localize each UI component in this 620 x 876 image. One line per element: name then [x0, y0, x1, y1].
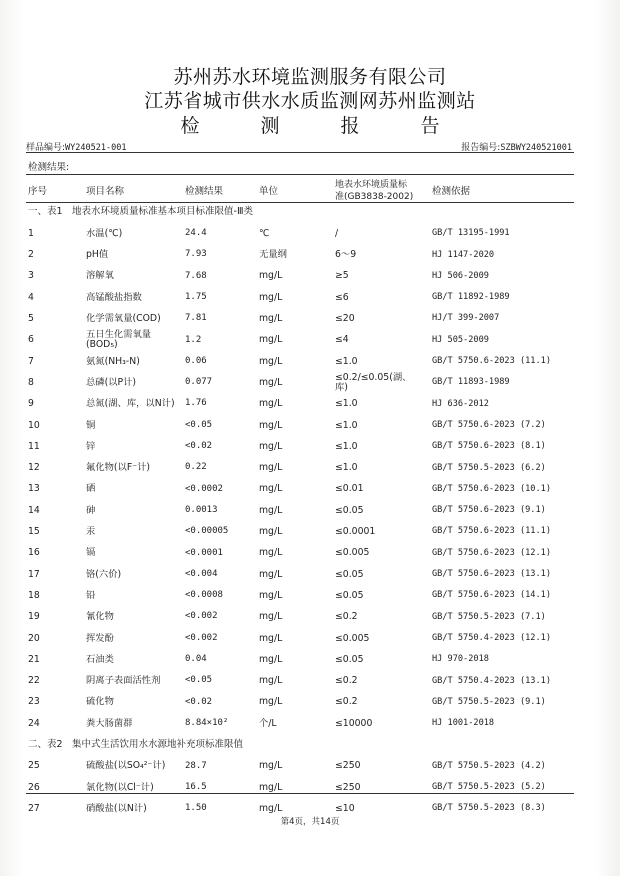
- row-limit: ≤4: [335, 334, 349, 346]
- table-row: [0, 607, 620, 628]
- row-result: <0.02: [185, 696, 213, 707]
- row-unit: mg/L: [259, 419, 283, 431]
- report-number-value: SZBWY240521001: [500, 143, 572, 153]
- row-limit: ≤0.2: [335, 611, 358, 623]
- row-seq: 18: [28, 589, 40, 601]
- row-limit: ≤0.005: [335, 632, 370, 644]
- row-seq: 27: [28, 802, 40, 814]
- row-seq: 14: [28, 504, 40, 516]
- row-limit: ≤10: [335, 802, 355, 814]
- row-limit: ≤0.2: [335, 675, 358, 687]
- station-name: 江苏省城市供水水质监测网苏州监测站: [144, 90, 476, 112]
- row-item: 水温(℃): [86, 227, 123, 239]
- row-unit: mg/L: [259, 313, 283, 325]
- row-item: 高锰酸盐指数: [86, 291, 142, 303]
- row-basis: GB/T 5750.5-2023 (7.1): [432, 611, 546, 622]
- sample-number-value: WY240521-001: [65, 143, 127, 153]
- row-limit: /: [335, 227, 339, 239]
- page-footer: 第4页，共14页: [280, 817, 340, 827]
- row-item: 挥发酚: [86, 632, 114, 644]
- row-unit: mg/L: [259, 291, 283, 303]
- row-basis: GB/T 5750.5-2023 (9.1): [432, 696, 546, 707]
- row-unit: mg/L: [259, 802, 283, 814]
- divider: [26, 793, 574, 794]
- row-seq: 8: [28, 376, 34, 388]
- row-unit: mg/L: [259, 526, 283, 538]
- row-seq: 26: [28, 781, 40, 793]
- row-basis: GB/T 5750.6-2023 (10.1): [432, 483, 551, 494]
- row-seq: 3: [28, 270, 34, 282]
- table-row: [0, 500, 620, 521]
- row-limit: ≤1.0: [335, 440, 358, 452]
- table-row: [0, 649, 620, 670]
- table-row: [0, 223, 620, 244]
- table-row: [0, 585, 620, 606]
- row-unit: mg/L: [259, 696, 283, 708]
- table-row: [0, 309, 620, 330]
- row-limit: ≤0.05: [335, 653, 364, 665]
- report-title-char: 测: [260, 115, 280, 137]
- row-result: <0.00005: [185, 526, 229, 537]
- row-basis: HJ 506-2009: [432, 270, 489, 281]
- row-limit: ≥5: [335, 270, 349, 282]
- row-basis: GB/T 5750.5-2023 (8.3): [432, 803, 546, 814]
- report-title-char: 报: [340, 115, 360, 137]
- row-limit: ≤1.0: [335, 462, 358, 474]
- row-seq: 9: [28, 398, 34, 410]
- table-row: [0, 351, 620, 372]
- section-title: 一、表1 地表水环境质量标准基本项目标准限值-Ⅲ类: [28, 206, 254, 218]
- row-unit: mg/L: [259, 632, 283, 644]
- row-basis: GB/T 5750.4-2023 (13.1): [432, 675, 551, 686]
- section-title-row: [0, 202, 620, 223]
- row-unit: mg/L: [259, 568, 283, 580]
- row-item: 阴离子表面活性剂: [86, 675, 161, 687]
- row-basis: GB/T 5750.6-2023 (7.2): [432, 419, 546, 430]
- row-basis: GB/T 5750.6-2023 (13.1): [432, 569, 551, 580]
- row-seq: 1: [28, 227, 34, 239]
- row-item: 砷: [86, 504, 96, 516]
- row-limit: ≤1.0: [335, 355, 358, 367]
- row-result: 7.81: [185, 313, 207, 324]
- row-limit: ≤6: [335, 291, 349, 303]
- report-number-label: 报告编号:: [461, 143, 501, 153]
- row-item: 铬(六价): [86, 568, 122, 580]
- row-seq: 10: [28, 419, 40, 431]
- row-result: <0.05: [185, 419, 213, 430]
- row-item: 硫化物: [86, 696, 114, 708]
- row-limit: ≤0.005: [335, 547, 370, 559]
- row-limit: ≤250: [335, 781, 361, 793]
- row-basis: GB/T 5750.6-2023 (9.1): [432, 505, 546, 516]
- row-result: <0.004: [185, 568, 218, 579]
- row-limit: ≤250: [335, 760, 361, 772]
- table-row: [0, 479, 620, 500]
- row-basis: GB/T 11892-1989: [432, 292, 510, 303]
- row-unit: mg/L: [259, 504, 283, 516]
- header-basis: 检测依据: [432, 186, 471, 197]
- row-seq: 21: [28, 653, 40, 665]
- section-title: 二、表2 集中式生活饮用水水源地补充项标准限值: [28, 738, 244, 750]
- row-seq: 20: [28, 632, 40, 644]
- row-result: <0.0002: [185, 483, 223, 494]
- row-basis: GB/T 5750.6-2023 (8.1): [432, 441, 546, 452]
- row-unit: ℃: [259, 227, 270, 239]
- table-row: [0, 713, 620, 734]
- report-title-char: 告: [420, 115, 440, 137]
- row-seq: 24: [28, 717, 40, 729]
- table-row: [0, 394, 620, 415]
- row-result: 0.22: [185, 462, 207, 473]
- row-seq: 17: [28, 568, 40, 580]
- row-result: <0.05: [185, 675, 213, 686]
- row-unit: mg/L: [259, 483, 283, 495]
- row-unit: mg/L: [259, 462, 283, 474]
- table-row: [0, 372, 620, 393]
- row-item: 铅: [86, 589, 96, 601]
- row-unit: mg/L: [259, 355, 283, 367]
- row-seq: 25: [28, 760, 40, 772]
- table-row: [0, 436, 620, 457]
- table-row: [0, 245, 620, 266]
- row-item: 五日生化需氧量(BOD₅): [86, 329, 152, 351]
- row-basis: HJ 1001-2018: [432, 718, 495, 729]
- row-seq: 19: [28, 611, 40, 623]
- table-row: [0, 458, 620, 479]
- row-item: 总氮(湖、库，以N计): [86, 398, 175, 410]
- row-unit: mg/L: [259, 781, 283, 793]
- table-row: [0, 266, 620, 287]
- results-label: 检测结果:: [28, 162, 70, 173]
- row-basis: GB/T 5750.6-2023 (12.1): [432, 547, 551, 558]
- row-result: 1.2: [185, 334, 202, 345]
- row-seq: 16: [28, 547, 40, 559]
- row-item: 石油类: [86, 653, 114, 665]
- row-result: 0.0013: [185, 504, 218, 515]
- row-result: <0.002: [185, 632, 218, 643]
- row-basis: HJ 636-2012: [432, 398, 489, 409]
- row-unit: mg/L: [259, 270, 283, 282]
- row-limit: ≤0.05: [335, 504, 364, 516]
- header-unit: 单位: [259, 186, 279, 197]
- header-limit-line2: 准(GB3838-2002): [335, 192, 414, 202]
- row-result: 0.04: [185, 654, 207, 664]
- row-seq: 6: [28, 334, 34, 346]
- row-seq: 2: [28, 249, 34, 261]
- row-item: 粪大肠菌群: [86, 717, 133, 729]
- row-seq: 11: [28, 440, 40, 452]
- row-result: 1.76: [185, 398, 207, 409]
- divider: [26, 152, 574, 153]
- row-unit: mg/L: [259, 653, 283, 665]
- row-item: 硫酸盐(以SO₄²⁻计): [86, 760, 166, 772]
- row-limit: ≤0.05: [335, 589, 364, 601]
- row-result: 28.7: [185, 760, 207, 771]
- row-unit: mg/L: [259, 760, 283, 772]
- row-item: 溶解氧: [86, 270, 114, 282]
- row-basis: GB/T 5750.5-2023 (6.2): [432, 462, 546, 473]
- row-seq: 22: [28, 675, 40, 687]
- row-limit: 6～9: [335, 249, 357, 261]
- row-item: 镉: [86, 547, 96, 559]
- report-title-char: 检: [180, 115, 200, 137]
- row-item: pH值: [86, 249, 109, 261]
- table-row: [0, 415, 620, 436]
- row-seq: 12: [28, 462, 40, 474]
- row-limit: ≤0.05: [335, 568, 364, 580]
- row-result: 1.75: [185, 291, 207, 302]
- header-seq: 序号: [28, 186, 48, 197]
- row-basis: HJ 970-2018: [432, 654, 489, 665]
- table-row: [0, 543, 620, 564]
- row-item: 氨氮(NH₃-N): [86, 355, 140, 367]
- row-result: 7.93: [185, 249, 207, 260]
- row-result: 7.68: [185, 270, 207, 281]
- row-item: 氟化物(以F⁻计): [86, 462, 150, 474]
- row-item: 铜: [86, 419, 96, 431]
- table-row: [0, 522, 620, 543]
- row-result: <0.0008: [185, 590, 223, 601]
- sample-number-label: 样品编号:: [26, 143, 66, 153]
- row-result: 24.4: [185, 228, 207, 238]
- divider: [26, 174, 574, 175]
- row-unit: 个/L: [259, 717, 277, 729]
- row-unit: mg/L: [259, 440, 283, 452]
- row-seq: 13: [28, 483, 40, 495]
- table-header: [0, 176, 620, 202]
- table-row: [0, 671, 620, 692]
- row-seq: 5: [28, 313, 34, 325]
- row-basis: GB/T 5750.6-2023 (11.1): [432, 526, 551, 537]
- row-limit: ≤20: [335, 313, 355, 325]
- report-title: [0, 111, 620, 138]
- row-result: 1.50: [185, 803, 207, 814]
- row-basis: GB/T 5750.5-2023 (5.2): [432, 782, 546, 793]
- table-row: [0, 287, 620, 308]
- row-seq: 7: [28, 355, 34, 367]
- row-unit: mg/L: [259, 611, 283, 623]
- section-title-row: [0, 735, 620, 756]
- row-item: 汞: [86, 526, 96, 538]
- row-basis: GB/T 13195-1991: [432, 228, 510, 239]
- row-unit: mg/L: [259, 547, 283, 559]
- row-unit: mg/L: [259, 675, 283, 687]
- row-result: 16.5: [185, 781, 207, 792]
- row-unit: mg/L: [259, 589, 283, 601]
- row-item: 锌: [86, 440, 96, 452]
- row-limit: ≤1.0: [335, 398, 358, 410]
- row-item: 总磷(以P计): [86, 376, 137, 388]
- header-item: 项目名称: [86, 186, 125, 197]
- table-row: [0, 628, 620, 649]
- table-row: [0, 777, 620, 798]
- row-unit: mg/L: [259, 334, 283, 346]
- row-limit: ≤0.2/≤0.05(湖、库): [335, 371, 412, 394]
- row-basis: GB/T 5750.6-2023 (14.1): [432, 590, 551, 601]
- row-item: 硝酸盐(以N计): [86, 802, 147, 814]
- row-seq: 4: [28, 291, 34, 303]
- company-name: 苏州苏水环境监测服务有限公司: [173, 66, 447, 88]
- table-row: [0, 756, 620, 777]
- row-seq: 23: [28, 696, 40, 708]
- table-row: [0, 564, 620, 585]
- row-limit: ≤10000: [335, 717, 373, 729]
- header-limit-line1: 地表水环境质量标: [335, 180, 408, 190]
- row-limit: ≤0.2: [335, 696, 358, 708]
- header-result: 检测结果: [185, 186, 224, 197]
- row-unit: mg/L: [259, 376, 283, 388]
- row-limit: ≤1.0: [335, 419, 358, 431]
- row-result: 8.84×10²: [185, 717, 229, 728]
- row-item: 硒: [86, 483, 96, 495]
- row-basis: GB/T 11893-1989: [432, 377, 510, 388]
- row-result: 0.077: [185, 377, 213, 388]
- row-limit: ≤0.01: [335, 483, 364, 495]
- row-unit: 无量纲: [259, 249, 287, 261]
- row-basis: HJ 505-2009: [432, 334, 489, 345]
- row-item: 氰化物: [86, 611, 114, 623]
- row-basis: HJ 1147-2020: [432, 249, 495, 260]
- row-result: 0.06: [185, 355, 207, 366]
- row-item: 氯化物(以Cl⁻计): [86, 781, 154, 793]
- table-row: [0, 692, 620, 713]
- row-result: <0.02: [185, 441, 213, 451]
- row-basis: GB/T 5750.5-2023 (4.2): [432, 760, 546, 771]
- table-row: [0, 330, 620, 351]
- row-basis: GB/T 5750.4-2023 (12.1): [432, 632, 551, 643]
- row-seq: 15: [28, 526, 40, 538]
- row-basis: GB/T 5750.6-2023 (11.1): [432, 356, 551, 367]
- row-basis: HJ/T 399-2007: [432, 313, 500, 324]
- row-result: <0.002: [185, 611, 218, 622]
- row-result: <0.0001: [185, 547, 223, 558]
- row-limit: ≤0.0001: [335, 526, 376, 538]
- row-item: 化学需氧量(COD): [86, 313, 161, 325]
- row-unit: mg/L: [259, 398, 283, 410]
